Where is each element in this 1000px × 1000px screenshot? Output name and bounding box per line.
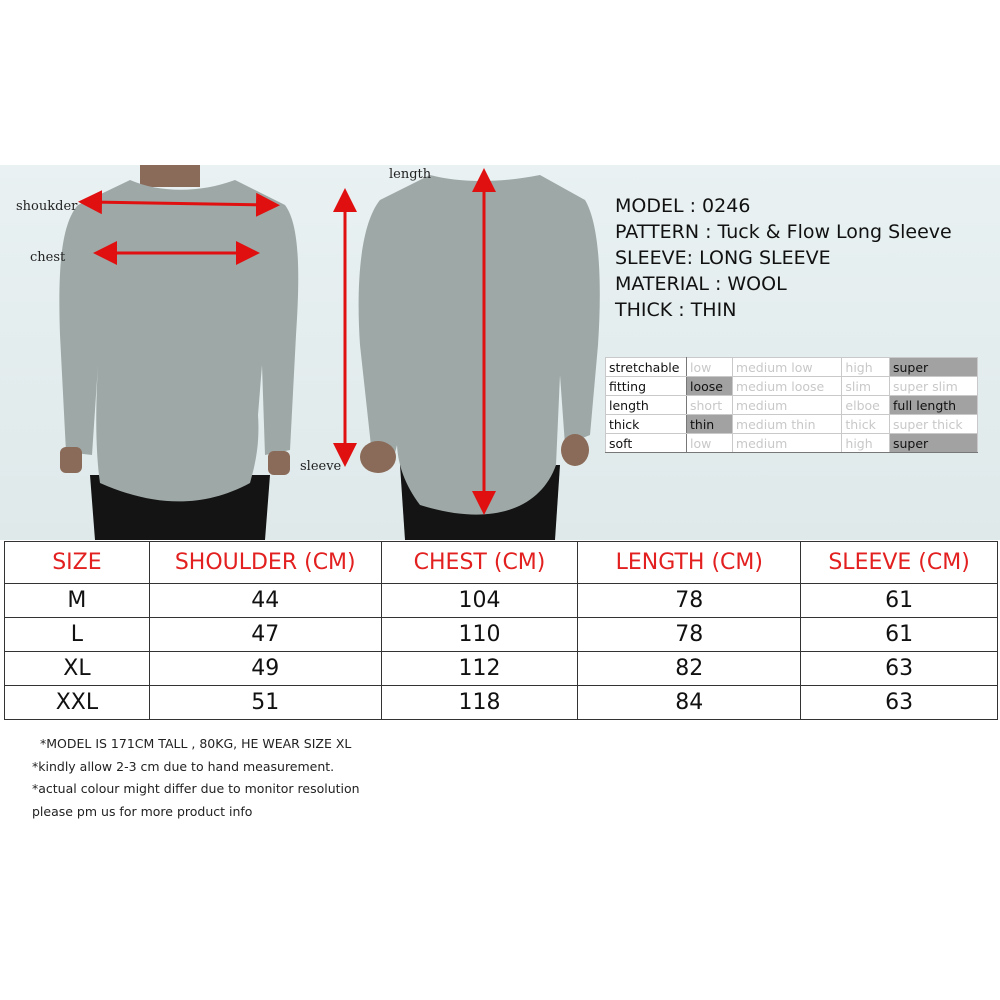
note-line: *actual colour might differ due to monitor resolution: [32, 781, 360, 796]
spec-block: [615, 193, 952, 323]
length-cell: 78: [578, 618, 801, 652]
chest-cell: 104: [381, 584, 578, 618]
attr-row-thick: [606, 415, 978, 434]
length-cell: 82: [578, 652, 801, 686]
attr-option: super slim: [890, 377, 978, 396]
table-row: [5, 584, 998, 618]
attr-option: thin: [687, 415, 733, 434]
attr-label: thick: [606, 415, 687, 434]
shoulder-cell: 44: [149, 584, 381, 618]
attr-option: slim: [842, 377, 890, 396]
attr-label: stretchable: [606, 358, 687, 377]
attr-option: elboe: [842, 396, 890, 415]
attr-option: short: [687, 396, 733, 415]
attr-option: full length: [890, 396, 978, 415]
size-cell: XXL: [5, 686, 150, 720]
note-line: *kindly allow 2-3 cm due to hand measurement.: [32, 758, 335, 774]
model-text: MODEL : 0246: [615, 195, 751, 217]
back-view: [359, 175, 600, 540]
attr-option: loose: [687, 377, 733, 396]
shoulder-cell: 51: [149, 686, 381, 720]
table-row: [5, 652, 998, 686]
attr-option: medium: [732, 396, 841, 415]
chest-cell: 110: [381, 618, 578, 652]
size-chart-table: [4, 541, 998, 720]
sleeve-cell: 61: [801, 618, 998, 652]
attr-option: thick: [842, 415, 890, 434]
size-cell: XL: [5, 652, 150, 686]
attr-option: medium: [732, 434, 841, 453]
attr-option: super: [890, 434, 978, 453]
sleeve-cell: 63: [801, 652, 998, 686]
table-row: [5, 618, 998, 652]
attr-option: medium thin: [732, 415, 841, 434]
attr-label: length: [606, 396, 687, 415]
note-line: *MODEL IS 171CM TALL , 80KG, HE WEAR SIZE XL: [40, 736, 352, 751]
table-row: [5, 686, 998, 720]
attr-label: fitting: [606, 377, 687, 396]
front-view: [59, 165, 298, 540]
shoulder-cell: 49: [149, 652, 381, 686]
attr-option: low: [687, 434, 733, 453]
thick-text: THICK : THIN: [615, 299, 737, 321]
header-sleeve: SLEEVE (CM): [801, 542, 998, 584]
sleeve-label: sleeve: [300, 459, 342, 474]
attr-label: soft: [606, 434, 687, 453]
shoulder-label: shoukder: [16, 199, 78, 214]
length-cell: 84: [578, 686, 801, 720]
attr-option: medium low: [732, 358, 841, 377]
header-shoulder: SHOULDER (CM): [149, 542, 381, 584]
sleeve-cell: 63: [801, 686, 998, 720]
pattern-text: PATTERN : Tuck & Flow Long Sleeve: [615, 221, 952, 243]
shoulder-cell: 47: [149, 618, 381, 652]
attribute-grid: [605, 357, 978, 453]
attr-row-soft: [606, 434, 978, 453]
attr-row-stretchable: [606, 358, 978, 377]
attr-option: super thick: [890, 415, 978, 434]
size-cell: M: [5, 584, 150, 618]
note-line: please pm us for more product info: [32, 803, 253, 819]
length-cell: 78: [578, 584, 801, 618]
attr-option: super: [890, 358, 978, 377]
length-label: length: [389, 167, 432, 182]
size-table-header: [5, 542, 998, 584]
material-text: MATERIAL : WOOL: [615, 273, 787, 295]
attr-option: high: [842, 358, 890, 377]
notes: [32, 733, 360, 823]
chest-cell: 118: [381, 686, 578, 720]
attr-option: medium loose: [732, 377, 841, 396]
sleeve-text: SLEEVE: LONG SLEEVE: [615, 247, 831, 269]
attr-row-fitting: [606, 377, 978, 396]
header-chest: CHEST (CM): [381, 542, 578, 584]
size-cell: L: [5, 618, 150, 652]
chest-label: chest: [30, 250, 66, 265]
sleeve-cell: 61: [801, 584, 998, 618]
attr-row-length: [606, 396, 978, 415]
attr-option: low: [687, 358, 733, 377]
header-size: SIZE: [5, 542, 150, 584]
attr-option: high: [842, 434, 890, 453]
chest-cell: 112: [381, 652, 578, 686]
header-length: LENGTH (CM): [578, 542, 801, 584]
